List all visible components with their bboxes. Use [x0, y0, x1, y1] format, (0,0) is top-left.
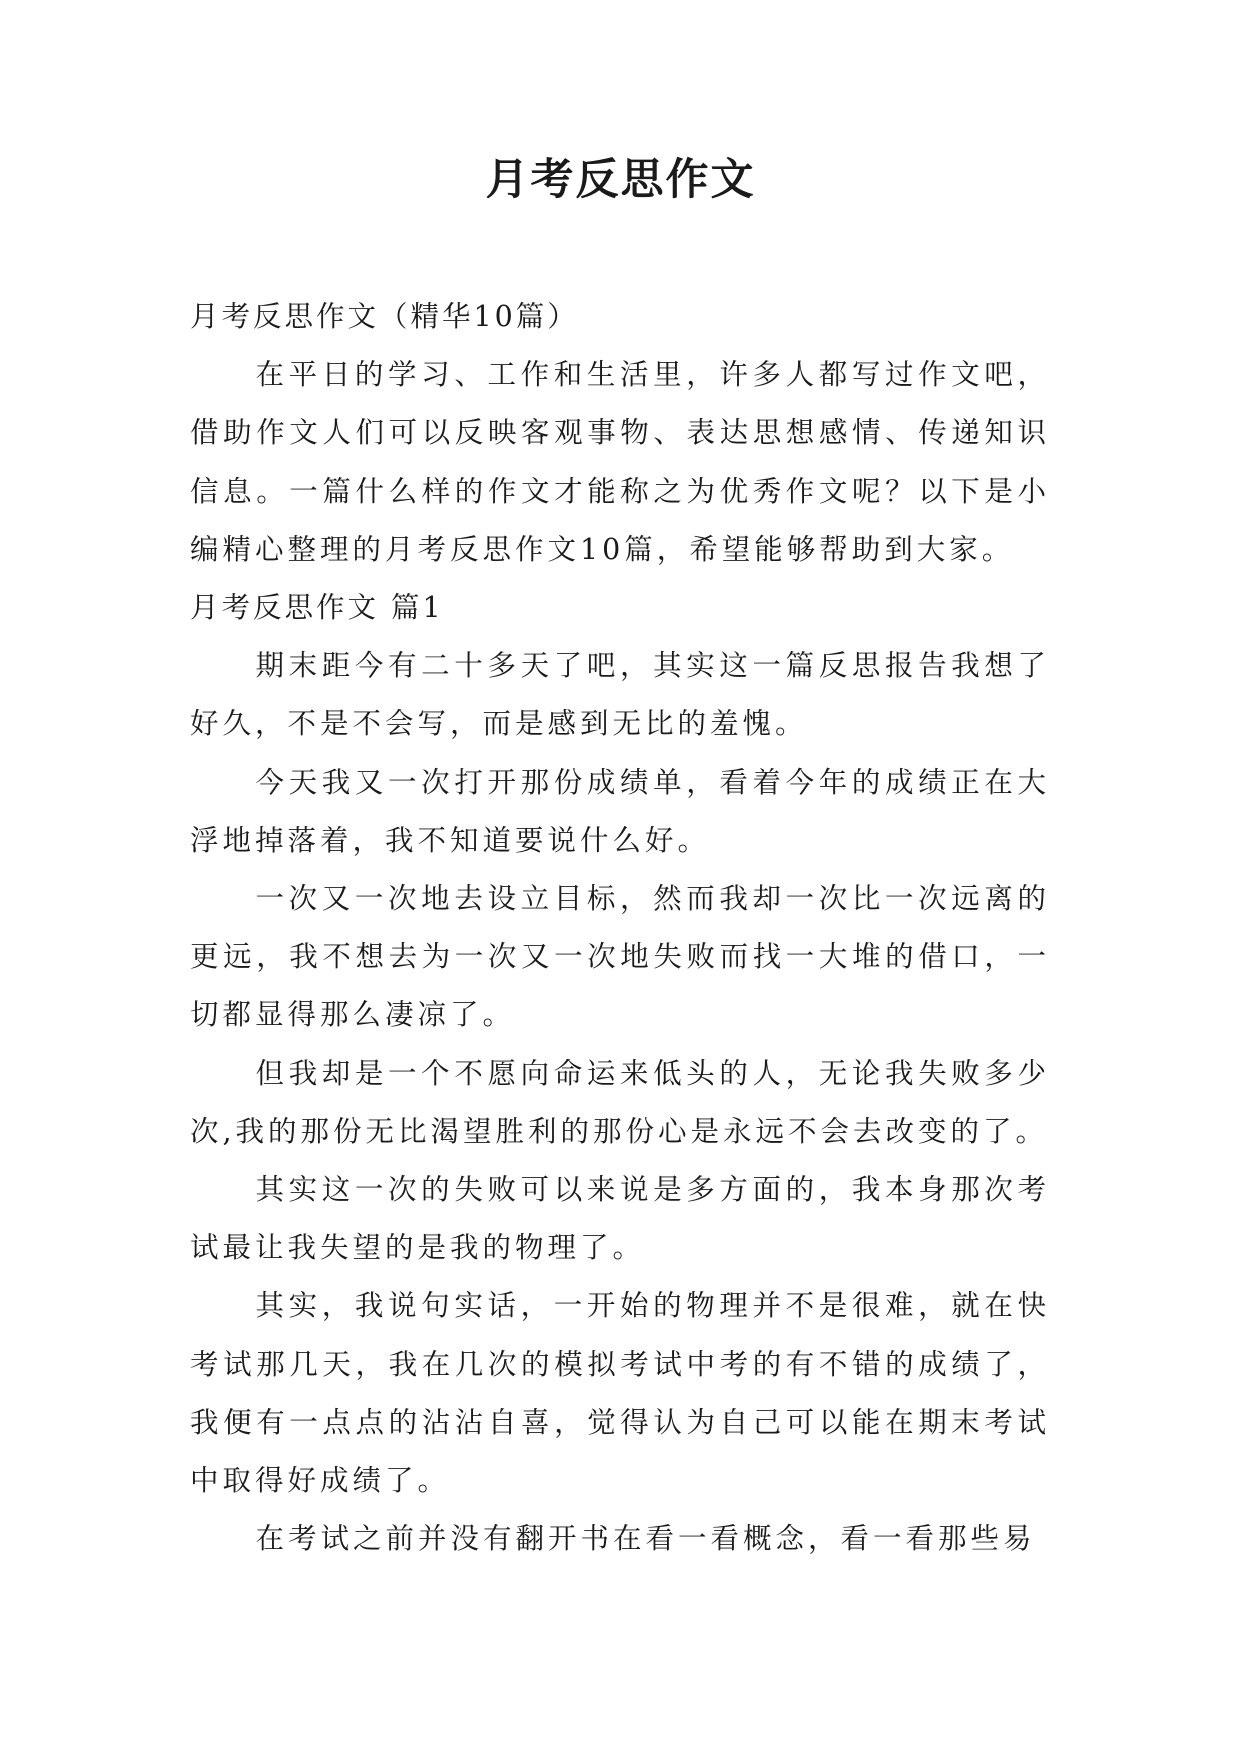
- body-paragraph: 其实这一次的失败可以来说是多方面的，我本身那次考试最让我失望的是我的物理了。: [190, 1173, 1050, 1265]
- section-heading: 月考反思作文 篇1: [190, 591, 444, 625]
- document-title: 月考反思作文: [485, 155, 756, 205]
- body-paragraph: 其实，我说句实话，一开始的物理并不是很难，就在快考试那几天，我在几次的模拟考试中考的有不错的成绩了，我便有一点点的沾沾自喜，觉得认为自己可以能在期末考试中取得好成绩了。: [190, 1289, 1050, 1498]
- document-body: [190, 288, 1050, 1568]
- body-paragraph: 但我却是一个不愿向命运来低头的人，无论我失败多少次,我的那份无比渴望胜利的那份心是永远不会去改变的了。: [190, 1056, 1050, 1148]
- intro-paragraph: 在平日的学习、工作和生活里，许多人都写过作文吧，借助作文人们可以反映客观事物、表达思想感情、传递知识信息。一篇什么样的作文才能称之为优秀作文呢？以下是小编精心整理的月考反思作文10篇，希望能够帮助到大家。: [190, 358, 1050, 566]
- body-paragraph: 一次又一次地去设立目标，然而我却一次比一次远离的更远，我不想去为一次又一次地失败而找一大堆的借口，一切都显得那么凄凉了。: [190, 882, 1050, 1032]
- body-paragraph: 在考试之前并没有翻开书在看一看概念，看一看那些易: [255, 1522, 1036, 1556]
- body-paragraph: 今天我又一次打开那份成绩单，看着今年的成绩正在大浮地掉落着，我不知道要说什么好。: [190, 765, 1050, 857]
- document-subtitle: 月考反思作文（精华10篇）: [190, 300, 579, 333]
- body-paragraph: 期末距今有二十多天了吧，其实这一篇反思报告我想了好久，不是不会写，而是感到无比的羞愧。: [190, 649, 1050, 741]
